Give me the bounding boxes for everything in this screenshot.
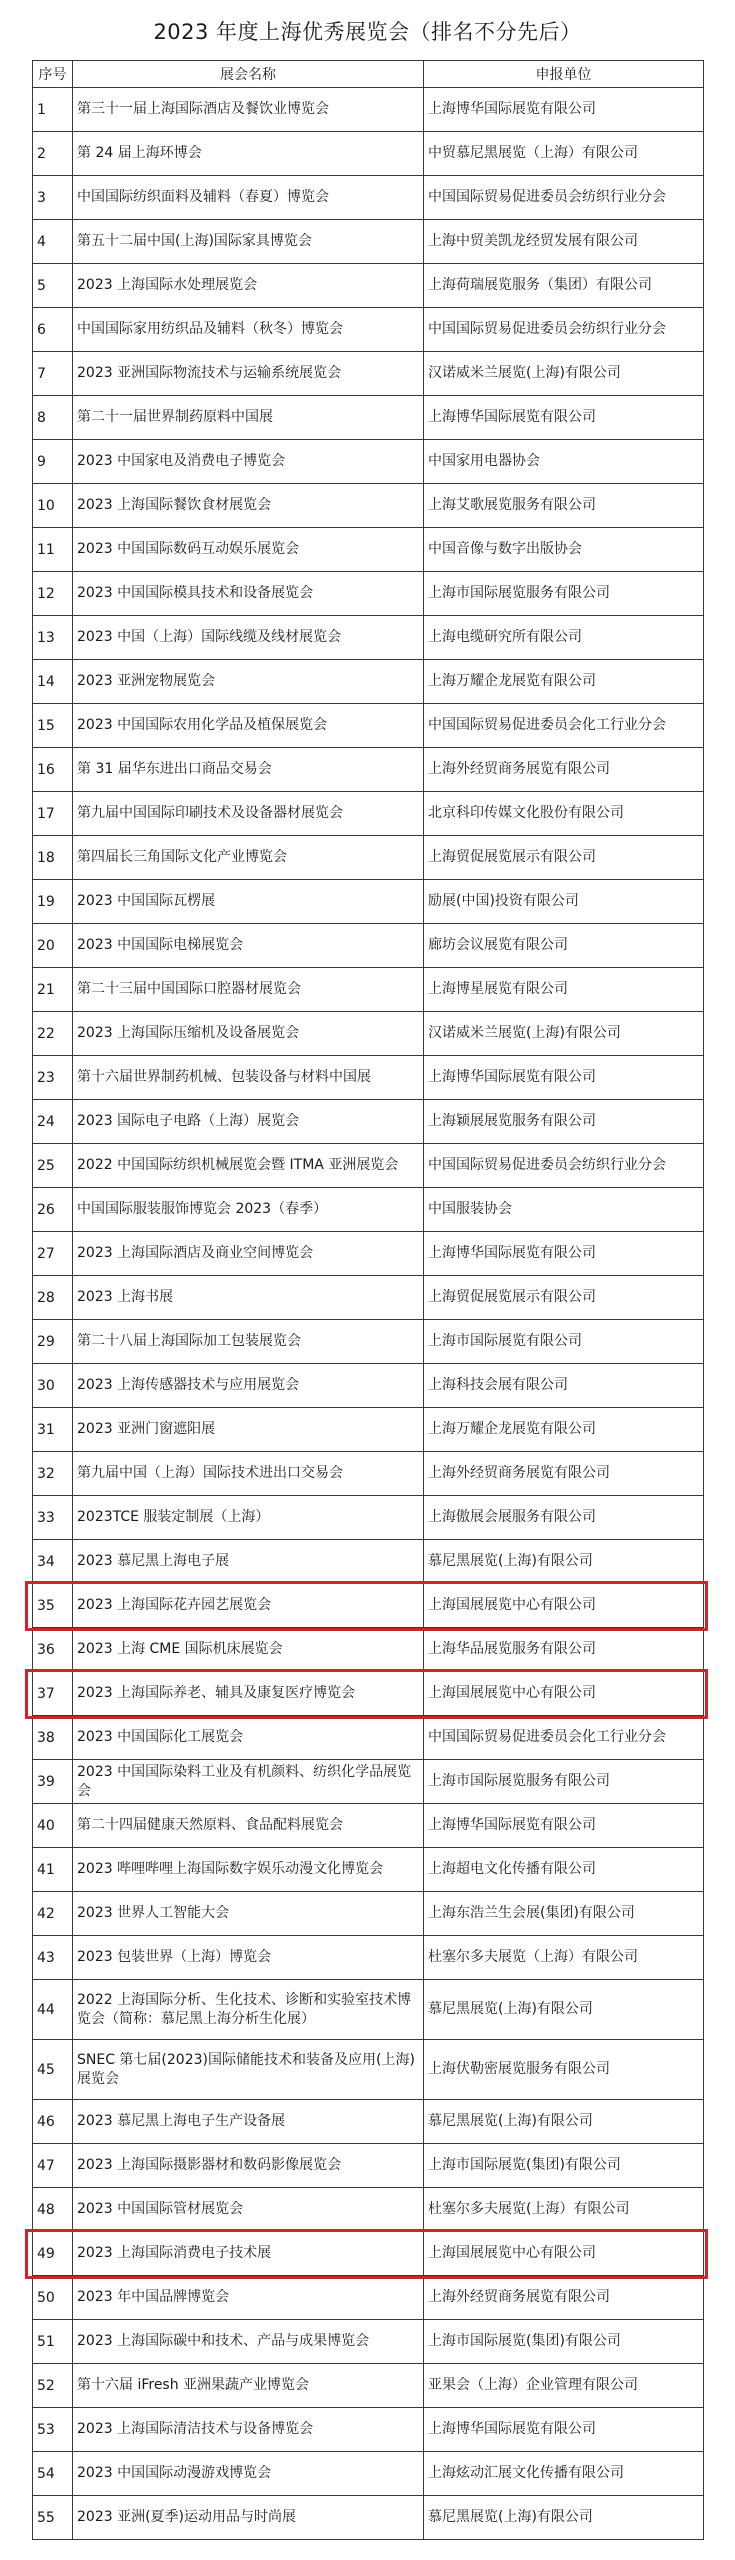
cell-no: 35 <box>33 1584 73 1628</box>
cell-org: 上海博华国际展览有限公司 <box>424 2408 704 2452</box>
cell-no: 43 <box>33 1936 73 1980</box>
cell-org: 中国音像与数字出版协会 <box>424 528 704 572</box>
cell-no: 28 <box>33 1276 73 1320</box>
cell-org: 上海华品展览服务有限公司 <box>424 1628 704 1672</box>
cell-no: 4 <box>33 220 73 264</box>
table-row <box>33 1056 704 1100</box>
cell-name: 2023 年中国品牌博览会 <box>73 2276 424 2320</box>
cell-org: 中国国际贸易促进委员会纺织行业分会 <box>424 176 704 220</box>
cell-org: 上海东浩兰生会展(集团)有限公司 <box>424 1892 704 1936</box>
cell-name: 2023 上海国际碳中和技术、产品与成果博览会 <box>73 2320 424 2364</box>
table-row <box>33 1276 704 1320</box>
cell-org: 慕尼黑展览(上海)有限公司 <box>424 1540 704 1584</box>
cell-no: 50 <box>33 2276 73 2320</box>
table-row <box>33 572 704 616</box>
cell-no: 26 <box>33 1188 73 1232</box>
table-row <box>33 792 704 836</box>
cell-no: 52 <box>33 2364 73 2408</box>
cell-name: 2023 包装世界（上海）博览会 <box>73 1936 424 1980</box>
cell-no: 39 <box>33 1760 73 1804</box>
page-title: 2023 年度上海优秀展览会（排名不分先后） <box>153 20 582 44</box>
table-row <box>33 2452 704 2496</box>
cell-name: 第二十八届上海国际加工包装展览会 <box>73 1320 424 1364</box>
cell-name: 2023 上海国际水处理展览会 <box>73 264 424 308</box>
cell-no: 40 <box>33 1804 73 1848</box>
cell-name: 第二十四届健康天然原料、食品配料展览会 <box>73 1804 424 1848</box>
cell-no: 27 <box>33 1232 73 1276</box>
cell-name: 2022 上海国际分析、生化技术、诊断和实验室技术博览会（简称：慕尼黑上海分析生化展） <box>73 1980 424 2040</box>
table-row <box>33 1364 704 1408</box>
cell-org: 亚果会（上海）企业管理有限公司 <box>424 2364 704 2408</box>
cell-org: 中国家用电器协会 <box>424 440 704 484</box>
cell-org: 廊坊会议展览有限公司 <box>424 924 704 968</box>
cell-org: 上海炫动汇展文化传播有限公司 <box>424 2452 704 2496</box>
cell-no: 29 <box>33 1320 73 1364</box>
cell-org: 上海博华国际展览有限公司 <box>424 88 704 132</box>
cell-name: 2023 亚洲(夏季)运动用品与时尚展 <box>73 2496 424 2540</box>
cell-org: 上海科技会展有限公司 <box>424 1364 704 1408</box>
table-row <box>33 308 704 352</box>
cell-name: 第三十一届上海国际酒店及餐饮业博览会 <box>73 88 424 132</box>
cell-no: 49 <box>33 2232 73 2276</box>
cell-no: 18 <box>33 836 73 880</box>
cell-no: 2 <box>33 132 73 176</box>
cell-name: 2023 上海国际酒店及商业空间博览会 <box>73 1232 424 1276</box>
table-row <box>33 1804 704 1848</box>
cell-org: 上海国展展览中心有限公司 <box>424 1672 704 1716</box>
cell-org: 杜塞尔多夫展览(上海）有限公司 <box>424 2188 704 2232</box>
cell-name: 2023 亚洲宠物展览会 <box>73 660 424 704</box>
table-row <box>33 1452 704 1496</box>
cell-org: 上海中贸美凯龙经贸发展有限公司 <box>424 220 704 264</box>
cell-name: 第 31 届华东进出口商品交易会 <box>73 748 424 792</box>
cell-no: 30 <box>33 1364 73 1408</box>
cell-no: 14 <box>33 660 73 704</box>
cell-no: 47 <box>33 2144 73 2188</box>
cell-org: 上海市国际展览(集团)有限公司 <box>424 2144 704 2188</box>
table-row <box>33 880 704 924</box>
cell-name: 第 24 届上海环博会 <box>73 132 424 176</box>
table-row <box>33 2100 704 2144</box>
table-row <box>33 396 704 440</box>
cell-name: SNEC 第七届(2023)国际储能技术和装备及应用(上海)展览会 <box>73 2040 424 2100</box>
cell-name: 2023 慕尼黑上海电子展 <box>73 1540 424 1584</box>
cell-org: 慕尼黑展览(上海)有限公司 <box>424 2100 704 2144</box>
table-row <box>33 1760 704 1804</box>
cell-org: 上海贸促展览展示有限公司 <box>424 1276 704 1320</box>
cell-name: 2023 上海国际压缩机及设备展览会 <box>73 1012 424 1056</box>
cell-org: 上海博华国际展览有限公司 <box>424 1232 704 1276</box>
cell-name: 2023 上海国际花卉园艺展览会 <box>73 1584 424 1628</box>
cell-name: 2023 中国国际电梯展览会 <box>73 924 424 968</box>
cell-org: 中贸慕尼黑展览（上海）有限公司 <box>424 132 704 176</box>
cell-name: 第二十三届中国国际口腔器材展览会 <box>73 968 424 1012</box>
cell-name: 2023 中国家电及消费电子博览会 <box>73 440 424 484</box>
table-row <box>33 1232 704 1276</box>
cell-org: 上海电缆研究所有限公司 <box>424 616 704 660</box>
cell-name: 2022 中国国际纺织机械展览会暨 ITMA 亚洲展览会 <box>73 1144 424 1188</box>
cell-name: 2023 中国国际数码互动娱乐展览会 <box>73 528 424 572</box>
cell-no: 33 <box>33 1496 73 1540</box>
table-row <box>33 1188 704 1232</box>
table-row <box>33 2364 704 2408</box>
table-row <box>33 1496 704 1540</box>
cell-org: 上海外经贸商务展览有限公司 <box>424 2276 704 2320</box>
table-row <box>33 1144 704 1188</box>
table-row <box>33 528 704 572</box>
cell-org: 上海荷瑞展览服务（集团）有限公司 <box>424 264 704 308</box>
cell-name: 中国国际纺织面料及辅料（春夏）博览会 <box>73 176 424 220</box>
cell-no: 21 <box>33 968 73 1012</box>
table-row <box>33 176 704 220</box>
table-row <box>33 2232 704 2276</box>
cell-no: 48 <box>33 2188 73 2232</box>
table-row <box>33 264 704 308</box>
cell-no: 15 <box>33 704 73 748</box>
cell-no: 22 <box>33 1012 73 1056</box>
cell-no: 11 <box>33 528 73 572</box>
cell-org: 上海艾歌展览服务有限公司 <box>424 484 704 528</box>
table-row <box>33 968 704 1012</box>
table-row <box>33 484 704 528</box>
table-row <box>33 1320 704 1364</box>
table-row <box>33 1892 704 1936</box>
cell-org: 上海伏勒密展览服务有限公司 <box>424 2040 704 2100</box>
cell-name: 2023 慕尼黑上海电子生产设备展 <box>73 2100 424 2144</box>
cell-no: 32 <box>33 1452 73 1496</box>
cell-name: 第九届中国（上海）国际技术进出口交易会 <box>73 1452 424 1496</box>
cell-no: 17 <box>33 792 73 836</box>
cell-org: 上海博华国际展览有限公司 <box>424 396 704 440</box>
cell-org: 上海颖展展览服务有限公司 <box>424 1100 704 1144</box>
column-header-org: 申报单位 <box>424 61 704 88</box>
cell-name: 2023TCE 服装定制展（上海） <box>73 1496 424 1540</box>
cell-name: 2023 中国国际瓦楞展 <box>73 880 424 924</box>
cell-org: 北京科印传媒文化股份有限公司 <box>424 792 704 836</box>
cell-name: 2023 亚洲国际物流技术与运输系统展览会 <box>73 352 424 396</box>
table-row <box>33 2188 704 2232</box>
cell-no: 45 <box>33 2040 73 2100</box>
cell-no: 3 <box>33 176 73 220</box>
cell-name: 2023 上海国际餐饮食材展览会 <box>73 484 424 528</box>
cell-no: 23 <box>33 1056 73 1100</box>
cell-no: 19 <box>33 880 73 924</box>
cell-name: 第九届中国国际印刷技术及设备器材展览会 <box>73 792 424 836</box>
table-row <box>33 352 704 396</box>
cell-name: 2023 亚洲门窗遮阳展 <box>73 1408 424 1452</box>
table-row <box>33 1408 704 1452</box>
table-row <box>33 704 704 748</box>
table-row <box>33 220 704 264</box>
table-row <box>33 88 704 132</box>
cell-no: 41 <box>33 1848 73 1892</box>
table-row <box>33 1628 704 1672</box>
cell-org: 上海博华国际展览有限公司 <box>424 1056 704 1100</box>
table-row <box>33 1584 704 1628</box>
cell-org: 上海国展展览中心有限公司 <box>424 1584 704 1628</box>
cell-org: 杜塞尔多夫展览（上海）有限公司 <box>424 1936 704 1980</box>
column-header-name: 展会名称 <box>73 61 424 88</box>
table-row <box>33 748 704 792</box>
cell-name: 第十六届世界制药机械、包装设备与材料中国展 <box>73 1056 424 1100</box>
cell-org: 慕尼黑展览(上海)有限公司 <box>424 1980 704 2040</box>
cell-org: 中国国际贸易促进委员会纺织行业分会 <box>424 308 704 352</box>
cell-name: 2023 上海国际消费电子技术展 <box>73 2232 424 2276</box>
exhibition-table <box>32 60 704 2540</box>
table-row <box>33 1848 704 1892</box>
cell-no: 38 <box>33 1716 73 1760</box>
cell-no: 20 <box>33 924 73 968</box>
cell-org: 上海外经贸商务展览有限公司 <box>424 1452 704 1496</box>
cell-name: 2023 中国国际染料工业及有机颜料、纺织化学品展览会 <box>73 1760 424 1804</box>
cell-name: 2023 中国国际模具技术和设备展览会 <box>73 572 424 616</box>
column-header-no: 序号 <box>33 61 73 88</box>
cell-name: 2023 上海书展 <box>73 1276 424 1320</box>
cell-no: 1 <box>33 88 73 132</box>
cell-name: 2023 中国国际化工展览会 <box>73 1716 424 1760</box>
cell-org: 慕尼黑展览(上海)有限公司 <box>424 2496 704 2540</box>
table-row <box>33 616 704 660</box>
cell-org: 上海博华国际展览有限公司 <box>424 1804 704 1848</box>
table-row <box>33 924 704 968</box>
cell-org: 上海市国际展览(集团)有限公司 <box>424 2320 704 2364</box>
cell-org: 上海贸促展览展示有限公司 <box>424 836 704 880</box>
cell-org: 上海市国际展览服务有限公司 <box>424 1760 704 1804</box>
cell-no: 13 <box>33 616 73 660</box>
table-row <box>33 1716 704 1760</box>
cell-org: 上海超电文化传播有限公司 <box>424 1848 704 1892</box>
cell-name: 2023 中国（上海）国际线缆及线材展览会 <box>73 616 424 660</box>
cell-org: 中国国际贸易促进委员会化工行业分会 <box>424 704 704 748</box>
cell-no: 16 <box>33 748 73 792</box>
table-row <box>33 1540 704 1584</box>
cell-name: 第五十二届中国(上海)国际家具博览会 <box>73 220 424 264</box>
cell-no: 37 <box>33 1672 73 1716</box>
table-row <box>33 660 704 704</box>
cell-org: 汉诺威米兰展览(上海)有限公司 <box>424 352 704 396</box>
cell-name: 2023 哔哩哔哩上海国际数字娱乐动漫文化博览会 <box>73 1848 424 1892</box>
table-row <box>33 1100 704 1144</box>
cell-no: 6 <box>33 308 73 352</box>
cell-name: 2023 世界人工智能大会 <box>73 1892 424 1936</box>
cell-name: 中国国际服装服饰博览会 2023（春季） <box>73 1188 424 1232</box>
cell-name: 2023 上海传感器技术与应用展览会 <box>73 1364 424 1408</box>
cell-no: 7 <box>33 352 73 396</box>
table-row <box>33 2144 704 2188</box>
cell-name: 2023 上海国际摄影器材和数码影像展览会 <box>73 2144 424 2188</box>
cell-no: 55 <box>33 2496 73 2540</box>
cell-name: 2023 中国国际管材展览会 <box>73 2188 424 2232</box>
cell-no: 8 <box>33 396 73 440</box>
cell-no: 36 <box>33 1628 73 1672</box>
cell-name: 2023 国际电子电路（上海）展览会 <box>73 1100 424 1144</box>
cell-no: 51 <box>33 2320 73 2364</box>
cell-org: 上海国展展览中心有限公司 <box>424 2232 704 2276</box>
table-row <box>33 132 704 176</box>
cell-no: 44 <box>33 1980 73 2040</box>
table-row <box>33 1012 704 1056</box>
cell-org: 中国国际贸易促进委员会纺织行业分会 <box>424 1144 704 1188</box>
cell-no: 9 <box>33 440 73 484</box>
cell-no: 24 <box>33 1100 73 1144</box>
table-header-row <box>33 61 704 88</box>
cell-no: 31 <box>33 1408 73 1452</box>
table-row <box>33 2408 704 2452</box>
cell-name: 第十六届 iFresh 亚洲果蔬产业博览会 <box>73 2364 424 2408</box>
cell-name: 2023 上海 CME 国际机床展览会 <box>73 1628 424 1672</box>
table-row <box>33 440 704 484</box>
cell-org: 上海外经贸商务展览有限公司 <box>424 748 704 792</box>
cell-org: 中国国际贸易促进委员会化工行业分会 <box>424 1716 704 1760</box>
cell-no: 34 <box>33 1540 73 1584</box>
table-row <box>33 1980 704 2040</box>
cell-name: 第二十一届世界制药原料中国展 <box>73 396 424 440</box>
cell-no: 25 <box>33 1144 73 1188</box>
cell-name: 2023 上海国际清洁技术与设备博览会 <box>73 2408 424 2452</box>
cell-no: 12 <box>33 572 73 616</box>
cell-name: 第四届长三角国际文化产业博览会 <box>73 836 424 880</box>
cell-org: 汉诺威米兰展览(上海)有限公司 <box>424 1012 704 1056</box>
table-row <box>33 2320 704 2364</box>
cell-org: 励展(中国)投资有限公司 <box>424 880 704 924</box>
cell-org: 上海万耀企龙展览有限公司 <box>424 1408 704 1452</box>
table-row <box>33 2276 704 2320</box>
cell-no: 46 <box>33 2100 73 2144</box>
cell-no: 5 <box>33 264 73 308</box>
cell-org: 上海市国际展览服务有限公司 <box>424 572 704 616</box>
cell-no: 53 <box>33 2408 73 2452</box>
cell-name: 2023 中国国际农用化学品及植保展览会 <box>73 704 424 748</box>
cell-name: 中国国际家用纺织品及辅料（秋冬）博览会 <box>73 308 424 352</box>
cell-no: 42 <box>33 1892 73 1936</box>
cell-org: 上海万耀企龙展览有限公司 <box>424 660 704 704</box>
table-row <box>33 1936 704 1980</box>
cell-no: 10 <box>33 484 73 528</box>
table-row <box>33 2040 704 2100</box>
table-row <box>33 2496 704 2540</box>
table-row <box>33 1672 704 1716</box>
cell-no: 54 <box>33 2452 73 2496</box>
cell-name: 2023 上海国际养老、辅具及康复医疗博览会 <box>73 1672 424 1716</box>
cell-org: 上海市国际展览有限公司 <box>424 1320 704 1364</box>
cell-org: 上海傲展会展服务有限公司 <box>424 1496 704 1540</box>
cell-org: 中国服装协会 <box>424 1188 704 1232</box>
table-row <box>33 836 704 880</box>
cell-org: 上海博星展览有限公司 <box>424 968 704 1012</box>
cell-name: 2023 中国国际动漫游戏博览会 <box>73 2452 424 2496</box>
